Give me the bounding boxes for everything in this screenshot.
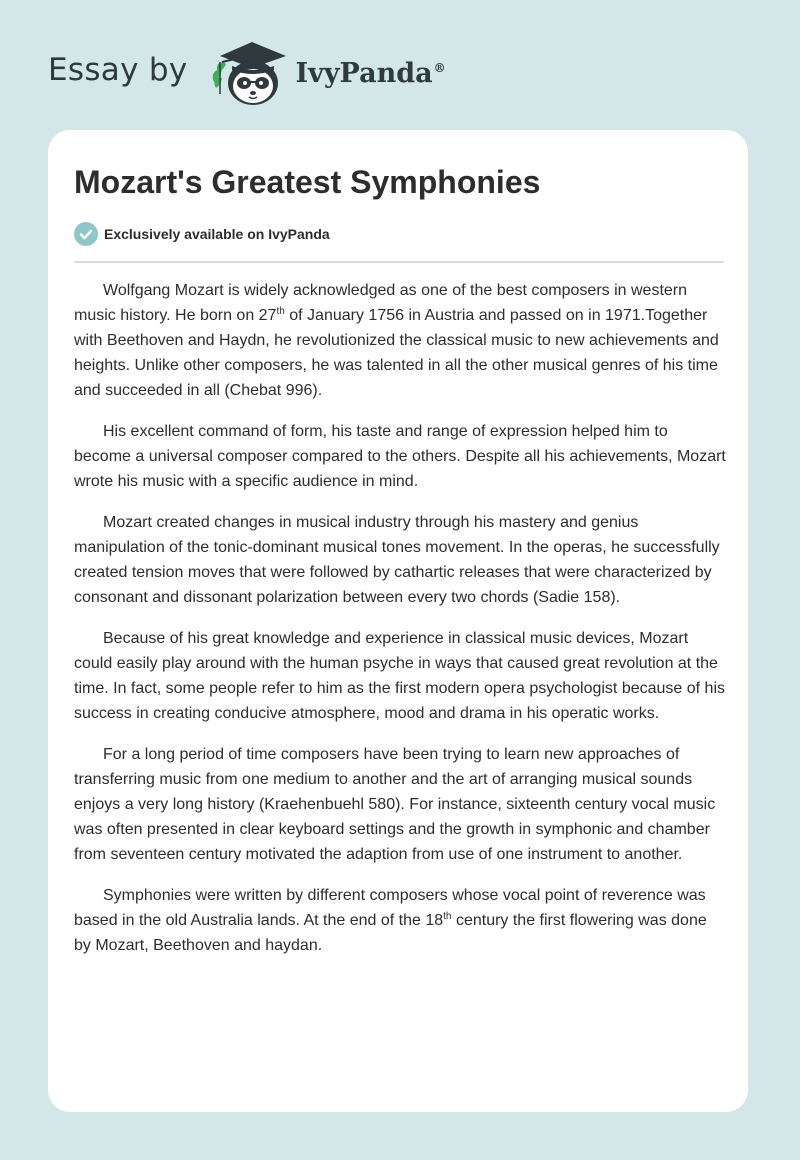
divider bbox=[74, 261, 724, 263]
exclusive-badge bbox=[74, 222, 330, 246]
ordinal-suffix: th bbox=[443, 911, 452, 922]
brand-prefix: Essay by bbox=[48, 52, 188, 88]
paragraph-6-part-a: Symphonies were written by different composers whose vocal point of reverence was based in the old Australia lands. At the end of the 18 bbox=[74, 887, 706, 929]
badge-label: Exclusively available on IvyPanda bbox=[104, 226, 330, 242]
essay-card bbox=[48, 130, 748, 1112]
essay-body bbox=[74, 278, 726, 974]
paragraph-6-part-b: century the first flowering was done by Mozart, Beethoven and haydan. bbox=[74, 912, 707, 954]
paragraph-1 bbox=[74, 278, 726, 403]
paragraph-3: Mozart created changes in musical industry through his mastery and genius manipulation of the tonic-dominant musical tones movement. In the operas, he successfully created tension moves that were followed by cathartic releases that were characterized by consonant and dissonant polarization between every two chords (Sadie 158). bbox=[74, 514, 720, 606]
paragraph-6 bbox=[74, 883, 726, 958]
paragraph-1-part-b: of January 1756 in Austria and passed on in 1971.Together with Beethoven and Haydn, he revolutionized the classical music to new achievements and heights. Unlike other composers, he was talented in all the other musical genres of his time and succeeded in all (Chebat 996). bbox=[74, 307, 719, 399]
panda-graduate-logo-icon[interactable] bbox=[206, 36, 292, 108]
paragraph-4: Because of his great knowledge and experience in classical music devices, Mozart could easily play around with the human psyche in ways that caused great revolution at the time. In fact, some people refer to him as the first modern opera psychologist because of his success in creating conducive atmosphere, mood and drama in his operatic works. bbox=[74, 630, 725, 722]
paragraph-5: For a long period of time composers have been trying to learn new approaches of transferring music from one medium to another and the art of arranging musical sounds enjoys a very long history (Kraehenbuehl 580). For instance, sixteenth century vocal music was often presented in clear keyboard settings and the growth in symphonic and chamber from seventeen century motivated the adaption from use of one instrument to another. bbox=[74, 746, 716, 863]
page-title: Mozart's Greatest Symphonies bbox=[74, 164, 541, 200]
ordinal-suffix: th bbox=[276, 306, 285, 317]
check-circle-icon bbox=[74, 222, 98, 246]
paragraph-2: His excellent command of form, his taste and range of expression helped him to become a universal composer compared to the others. Despite all his achievements, Mozart wrote his music with a specific audience in mind. bbox=[74, 423, 726, 490]
registered-mark: ® bbox=[433, 60, 446, 75]
brand-header bbox=[48, 36, 446, 108]
brand-name-text: IvyPanda bbox=[295, 57, 433, 89]
paragraph-1-part-a: Wolfgang Mozart is widely acknowledged as one of the best composers in western music history. He born on 27 bbox=[74, 282, 688, 324]
brand-name bbox=[296, 58, 446, 89]
